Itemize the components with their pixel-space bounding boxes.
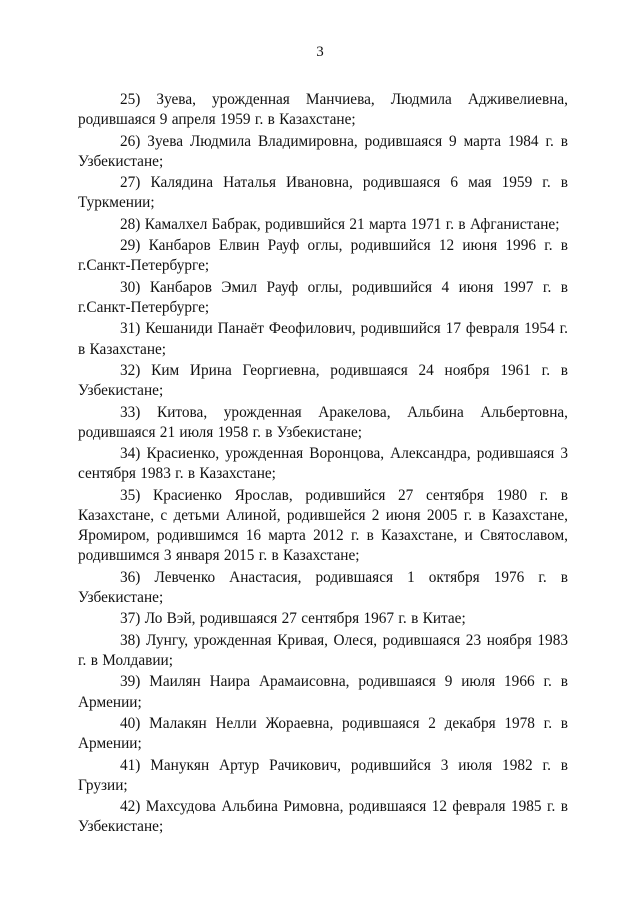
list-entry-32: 32) Ким Ирина Георгиевна, родившаяся 24 ноября 1961 г. в Узбекистане; [78,361,568,400]
list-entry-27: 27) Калядина Наталья Ивановна, родившаяся 6 мая 1959 г. в Туркмении; [78,174,568,212]
list-entry-33: 33) Китова, урожденная Аракелова, Альбина Альбертовна, родившаяся 21 июля 1958 г. в Узбекистане; [78,403,568,441]
list-entry-29: 29) Канбаров Елвин Рауф оглы, родившийся 12 июня 1996 г. в г.Санкт-Петербурге; [78,237,568,275]
list-entry-30: 30) Канбаров Эмил Рауф оглы, родившийся 4 июня 1997 г. в г.Санкт-Петербурге; [78,278,568,316]
list-entry-34: 34) Красиенко, урожденная Воронцова, Александра, родившаяся 3 сентября 1983 г. в Казахстане; [78,445,568,483]
list-entry-42: 42) Махсудова Альбина Римовна, родившаяся 12 февраля 1985 г. в Узбекистане; [78,798,568,836]
page-number: 3 [316,44,324,60]
list-entry-37: 37) Ло Вэй, родившаяся 27 сентября 1967 г. в Китае; [120,610,466,628]
list-entry-35: 35) Красиенко Ярослав, родившийся 27 сентября 1980 г. в Казахстане, с детьми Алиной, родившейся 2 июня 2005 г. в Казахстане, Яромиром, родившимся 16 марта 2012 г. в Казахстане, и Святославом, родившимся 3 января 2015 г. в Казахстане; [78,486,568,565]
list-entry-25: 25) Зуева, урожденная Манчиева, Людмила Адживелиевна, родившаяся 9 апреля 1959 г. в Казахстане; [78,91,568,129]
list-entry-26: 26) Зуева Людмила Владимировна, родившаяся 9 марта 1984 г. в Узбекистане; [78,132,568,170]
list-entry-40: 40) Малакян Нелли Жораевна, родившаяся 2 декабря 1978 г. в Армении; [78,714,568,753]
list-entry-36: 36) Левченко Анастасия, родившаяся 1 октября 1976 г. в Узбекистане; [78,568,568,606]
list-entry-38: 38) Лунгу, урожденная Кривая, Олеся, родившаяся 23 ноября 1983 г. в Молдавии; [78,631,568,669]
entry-list [78,90,568,839]
list-entry-41: 41) Манукян Артур Рачикович, родившийся 3 июля 1982 г. в Грузии; [78,756,568,794]
list-entry-31: 31) Кешаниди Панаёт Феофилович, родившийся 17 февраля 1954 г. в Казахстане; [78,320,568,358]
list-entry-28: 28) Камалхел Бабрак, родившийся 21 марта 1971 г. в Афганистане; [120,215,560,233]
list-entry-39: 39) Маилян Наира Арамаисовна, родившаяся 9 июля 1966 г. в Армении; [78,673,568,711]
